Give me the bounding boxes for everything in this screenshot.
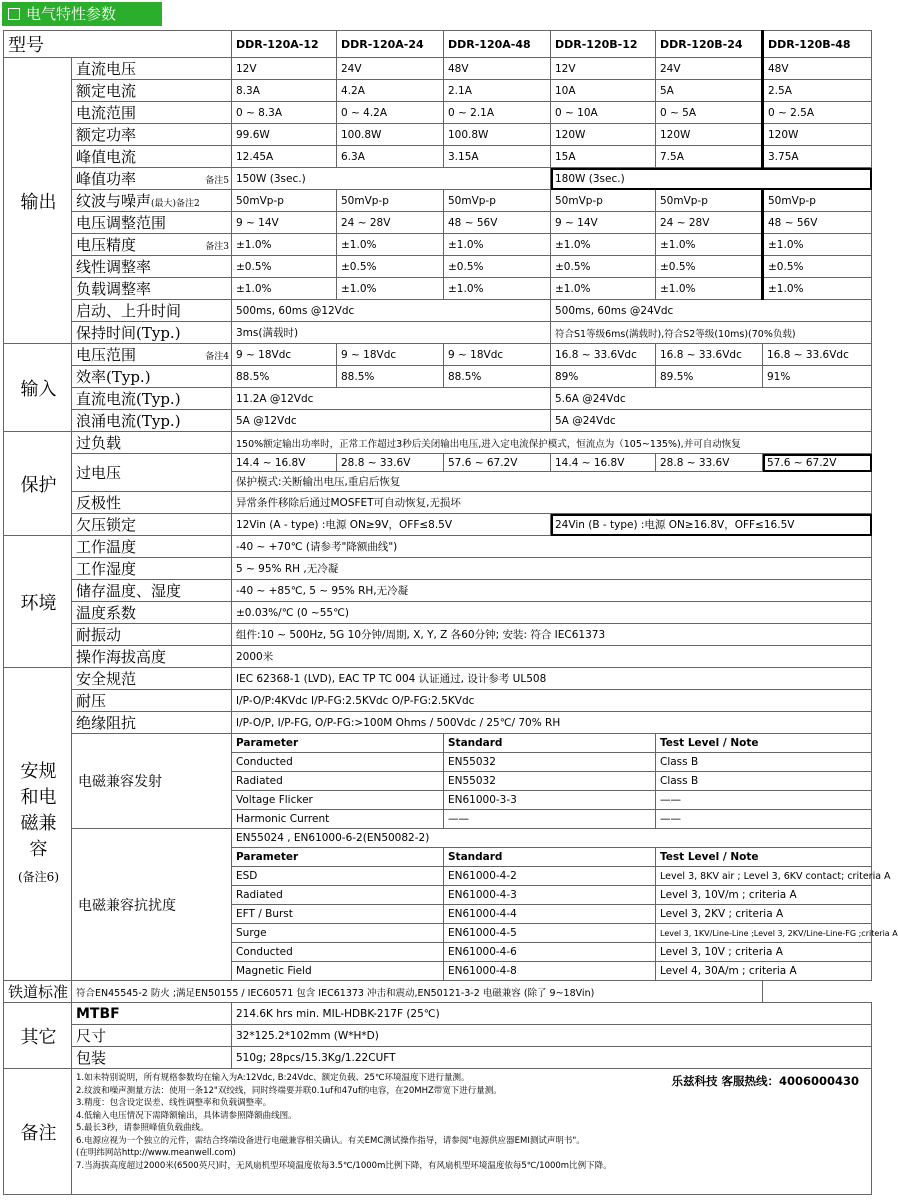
table-cell: EN55032 <box>444 753 656 772</box>
row-setup <box>4 300 872 322</box>
value-cell: 88.5% <box>232 366 337 388</box>
value-cell: 120W <box>763 124 872 146</box>
param-label: 包装 <box>72 1047 232 1069</box>
value-cell: ±0.5% <box>232 256 337 278</box>
value-cell: 24 ~ 28V <box>656 212 763 234</box>
value-cell: 88.5% <box>444 366 551 388</box>
value-cell: 100.8W <box>444 124 551 146</box>
row-dimension <box>4 1025 872 1047</box>
table-cell: Radiated <box>232 772 444 791</box>
param-label: 电压调整范围 <box>72 212 232 234</box>
note-ref: 备注3 <box>205 242 229 252</box>
row-current-range <box>4 102 872 124</box>
param-label: 直流电压 <box>72 58 232 80</box>
table-cell: EN55032 <box>444 772 656 791</box>
value-cell: ±1.0% <box>337 234 444 256</box>
param-label: 欠压锁定 <box>72 514 232 536</box>
value-cell: ±1.0% <box>763 234 872 256</box>
row-notes <box>4 1069 872 1195</box>
param-label <box>72 168 232 190</box>
row-tolerance <box>4 234 872 256</box>
value-cell: 16.8 ~ 33.6Vdc <box>763 344 872 366</box>
row-withstand <box>4 690 872 712</box>
row-env <box>4 536 872 558</box>
param-label-small: (最大) <box>151 199 177 209</box>
row-efficiency <box>4 366 872 388</box>
value-cell: 48 ~ 56V <box>763 212 872 234</box>
value-cell: 9 ~ 14V <box>232 212 337 234</box>
param-label: 电流范围 <box>72 102 232 124</box>
row-adj-range <box>4 212 872 234</box>
row-line-reg <box>4 256 872 278</box>
value-cell: 2.5A <box>763 80 872 102</box>
value-cell: ±1.0% <box>444 278 551 300</box>
value-cell: 48V <box>763 58 872 80</box>
value-cell: 100.8W <box>337 124 444 146</box>
param-label: 过电压 <box>72 454 232 492</box>
category-note: (备注6) <box>18 869 59 884</box>
param-label: 浪涌电流(Typ.) <box>72 410 232 432</box>
value-cell: ±1.0% <box>763 278 872 300</box>
value-cell: 5A @12Vdc <box>232 410 551 432</box>
row-peak-current <box>4 146 872 168</box>
value-cell: 0 ~ 8.3A <box>232 102 337 124</box>
row-isolation <box>4 712 872 734</box>
value-cell: ±1.0% <box>337 278 444 300</box>
table-cell: ESD <box>232 867 444 886</box>
value-cell: ±1.0% <box>232 278 337 300</box>
param-label: 峰值电流 <box>72 146 232 168</box>
param-label: 操作海拔高度 <box>72 646 232 668</box>
param-label: 温度系数 <box>72 602 232 624</box>
table-cell: Harmonic Current <box>232 810 444 829</box>
param-label-text: 峰值功率 <box>76 170 137 188</box>
param-label: 耐振动 <box>72 624 232 646</box>
row-railway <box>4 981 872 1003</box>
model-name: DDR-120A-12 <box>232 31 337 58</box>
value-cell: 10A <box>551 80 656 102</box>
value-cell: 91% <box>763 366 872 388</box>
value-cell: 9 ~ 18Vdc <box>232 344 337 366</box>
row-peak-power <box>4 168 872 190</box>
value-cell: -40 ~ +70℃ (请参考"降额曲线") <box>232 536 872 558</box>
model-row <box>4 31 872 58</box>
note-line: 7.当海拔高度超过2000米(6500英尺)时，无风扇机型环境温度依每3.5℃/1000m比例下降，有风扇机型环境温度依每5℃/1000m比例下降。 <box>76 1160 612 1171</box>
param-label: 尺寸 <box>72 1025 232 1047</box>
category-line: 和电 <box>20 786 57 808</box>
row-inrush <box>4 410 872 432</box>
value-cell: 32*125.2*102mm (W*H*D) <box>232 1025 872 1047</box>
notes-cell <box>72 1069 872 1195</box>
table-cell: Surge <box>232 924 444 943</box>
row-uvlo <box>4 514 872 536</box>
spec-table <box>3 30 898 1195</box>
table-header: Parameter <box>232 734 444 753</box>
model-name: DDR-120A-24 <box>337 31 444 58</box>
row-mtbf <box>4 1003 872 1025</box>
value-cell: 28.8 ~ 33.6V <box>337 454 444 472</box>
value-cell: 50mVp-p <box>444 190 551 212</box>
param-label: 铁道标准 <box>4 981 72 1003</box>
model-name: DDR-120B-12 <box>551 31 656 58</box>
table-cell: Level 3, 2KV ; criteria A <box>656 905 872 924</box>
value-cell: 24 ~ 28V <box>337 212 444 234</box>
value-cell: 异常条件移除后通过MOSFET可自动恢复,无损坏 <box>232 492 872 514</box>
category-notes: 备注 <box>4 1069 72 1195</box>
value-cell: 28.8 ~ 33.6V <box>656 454 763 472</box>
value-cell: 3ms(满载时) <box>232 322 551 344</box>
category-others: 其它 <box>4 1003 72 1069</box>
row-safety-standards <box>4 668 872 690</box>
row-ripple <box>4 190 872 212</box>
value-cell: 8.3A <box>232 80 337 102</box>
value-cell: ±0.5% <box>763 256 872 278</box>
table-cell: EN55024 , EN61000-6-2(EN50082-2) <box>232 829 872 848</box>
value-cell: 3.75A <box>763 146 872 168</box>
value-cell: 500ms, 60ms @24Vdc <box>551 300 872 322</box>
value-cell: ±1.0% <box>444 234 551 256</box>
param-label: 线性调整率 <box>72 256 232 278</box>
value-cell: 14.4 ~ 16.8V <box>551 454 656 472</box>
param-label: 过负载 <box>72 432 232 454</box>
value-cell: 12.45A <box>232 146 337 168</box>
value-cell: 4.2A <box>337 80 444 102</box>
value-cell: IEC 62368-1 (LVD), EAC TP TC 004 认证通过, 设计参考 UL508 <box>232 668 872 690</box>
value-cell: I/P-O/P:4KVdc I/P-FG:2.5KVdc O/P-FG:2.5KVdc <box>232 690 872 712</box>
table-header: Standard <box>444 848 656 867</box>
value-cell: 12Vin (A - type) :电源 ON≥9V，OFF≤8.5V <box>232 514 551 536</box>
value-cell: ±1.0% <box>551 278 656 300</box>
value-cell: 5A @24Vdc <box>551 410 872 432</box>
value-cell: 48 ~ 56V <box>444 212 551 234</box>
table-header: Parameter <box>232 848 444 867</box>
table-cell: Radiated <box>232 886 444 905</box>
model-name: DDR-120B-24 <box>656 31 763 58</box>
row-rated-current <box>4 80 872 102</box>
value-cell: 6.3A <box>337 146 444 168</box>
param-label: 工作湿度 <box>72 558 232 580</box>
table-cell: EN61000-4-6 <box>444 943 656 962</box>
checkbox-square-icon <box>8 8 20 20</box>
param-label: 直流电流(Typ.) <box>72 388 232 410</box>
value-cell: 0 ~ 2.5A <box>763 102 872 124</box>
table-cell: Magnetic Field <box>232 962 444 981</box>
value-cell: 0 ~ 2.1A <box>444 102 551 124</box>
category-protection: 保护 <box>4 432 72 536</box>
row-dc-voltage <box>4 58 872 80</box>
note-line: 3.精度：包含设定误差、线性调整率和负载调整率。 <box>76 1098 272 1108</box>
row-hold <box>4 322 872 344</box>
table-cell: Level 4, 30A/m ; criteria A <box>656 962 872 981</box>
immunity-intro <box>4 829 872 848</box>
value-cell: 99.6W <box>232 124 337 146</box>
param-label: 保持时间(Typ.) <box>72 322 232 344</box>
param-label: 储存温度、湿度 <box>72 580 232 602</box>
table-cell: EN61000-4-4 <box>444 905 656 924</box>
category-output: 输出 <box>4 58 72 344</box>
note-ref: 备注4 <box>205 352 229 362</box>
table-header: Standard <box>444 734 656 753</box>
value-cell: 5A <box>656 80 763 102</box>
table-cell: Voltage Flicker <box>232 791 444 810</box>
value-cell: 12V <box>551 58 656 80</box>
table-cell: —— <box>656 810 872 829</box>
model-label: 型号 <box>4 31 232 58</box>
table-cell: —— <box>444 810 656 829</box>
table-cell: EFT / Burst <box>232 905 444 924</box>
param-label <box>72 234 232 256</box>
param-label: 安全规范 <box>72 668 232 690</box>
table-cell: Level 3, 10V/m ; criteria A <box>656 886 872 905</box>
row-rated-power <box>4 124 872 146</box>
table-cell: Conducted <box>232 753 444 772</box>
row-env <box>4 624 872 646</box>
row-env <box>4 558 872 580</box>
section-header <box>2 2 162 26</box>
table-cell: —— <box>656 791 872 810</box>
category-environment: 环境 <box>4 536 72 668</box>
param-label <box>72 190 232 212</box>
note-ref: 备注5 <box>205 176 229 186</box>
table-cell: Class B <box>656 772 872 791</box>
value-cell: 9 ~ 18Vdc <box>337 344 444 366</box>
param-label-text: 纹波与噪声 <box>76 192 152 210</box>
table-cell: EN61000-4-2 <box>444 867 656 886</box>
param-label: MTBF <box>72 1003 232 1025</box>
row-input-voltage <box>4 344 872 366</box>
table-cell: Level 3, 8KV air ; Level 3, 6KV contact; criteria A <box>656 867 872 886</box>
value-cell: 5.6A @24Vdc <box>551 388 872 410</box>
param-label: 效率(Typ.) <box>72 366 232 388</box>
value-cell: 7.5A <box>656 146 763 168</box>
table-header: Test Level / Note <box>656 848 872 867</box>
value-cell: 50mVp-p <box>763 190 872 212</box>
value-cell: 50mVp-p <box>551 190 656 212</box>
value-cell: 50mVp-p <box>232 190 337 212</box>
value-cell: 2.1A <box>444 80 551 102</box>
row-reverse <box>4 492 872 514</box>
value-cell: I/P-O/P, I/P-FG, O/P-FG:>100M Ohms / 500Vdc / 25℃/ 70% RH <box>232 712 872 734</box>
value-cell: 14.4 ~ 16.8V <box>232 454 337 472</box>
note-line: 5.最长3秒，请参照峰值负载曲线。 <box>76 1123 209 1133</box>
value-cell: 24V <box>337 58 444 80</box>
param-label-text: 电压范围 <box>76 346 137 364</box>
note-line: 6.电源应视为一个独立的元件，需结合终端设备进行电磁兼容相关确认。有关EMC测试操作指导，请参阅"电源供应器EMI测试声明书"。 <box>76 1135 585 1146</box>
table-cell: Level 3, 10V ; criteria A <box>656 943 872 962</box>
table-cell: EN61000-4-3 <box>444 886 656 905</box>
table-cell: EN61000-3-3 <box>444 791 656 810</box>
value-cell: 12V <box>232 58 337 80</box>
note-line: 1.如未特别说明，所有规格参数均在输入为A:12Vdc, B:24Vdc、额定负载、25℃环境温度下进行量测。 <box>76 1073 470 1083</box>
value-cell: 15A <box>551 146 656 168</box>
value-cell: 0 ~ 5A <box>656 102 763 124</box>
value-cell: 0 ~ 4.2A <box>337 102 444 124</box>
param-label: 耐压 <box>72 690 232 712</box>
note-line: 4.低输入电压情况下需降额输出，具体请参照降额曲线图。 <box>76 1110 297 1121</box>
value-cell: ±1.0% <box>232 234 337 256</box>
row-dc-current <box>4 388 872 410</box>
param-label: 启动、上升时间 <box>72 300 232 322</box>
param-label: 绝缘阻抗 <box>72 712 232 734</box>
value-cell: 组件:10 ~ 500Hz, 5G 10分钟/周期, X, Y, Z 各60分钟; 安装: 符合 IEC61373 <box>232 624 872 646</box>
value-cell: ±0.5% <box>337 256 444 278</box>
value-cell: ±1.0% <box>656 234 763 256</box>
value-cell: ±1.0% <box>551 234 656 256</box>
row-packing <box>4 1047 872 1069</box>
hotline-text: 乐兹科技 客服热线：4006000430 <box>671 1074 859 1088</box>
value-cell: 16.8 ~ 33.6Vdc <box>656 344 763 366</box>
value-cell: 57.6 ~ 67.2V <box>763 454 872 472</box>
category-input: 输入 <box>4 344 72 432</box>
value-cell: 510g; 28pcs/15.3Kg/1.22CUFT <box>232 1047 872 1069</box>
value-cell: 24Vin (B - type) :电源 ON≥16.8V，OFF≤16.5V <box>551 514 872 536</box>
value-cell: 150W (3sec.) <box>232 168 551 190</box>
row-env <box>4 580 872 602</box>
table-cell: EN61000-4-5 <box>444 924 656 943</box>
value-cell: 11.2A @12Vdc <box>232 388 551 410</box>
value-cell: 24V <box>656 58 763 80</box>
row-load-reg <box>4 278 872 300</box>
model-name: DDR-120A-48 <box>444 31 551 58</box>
category-safety-emc <box>4 668 72 981</box>
table-cell: Conducted <box>232 943 444 962</box>
note-line: (在明纬网站http://www.meanwell.com) <box>76 1148 236 1158</box>
param-label-text: 电压精度 <box>76 236 137 254</box>
category-line: 容 <box>29 838 48 860</box>
value-cell: 500ms, 60ms @12Vdc <box>232 300 551 322</box>
value-cell: 符合S1等级6ms(满载时),符合S2等级(10ms)(70%负载) <box>551 322 872 344</box>
table-header: Test Level / Note <box>656 734 872 753</box>
value-cell: 57.6 ~ 67.2V <box>444 454 551 472</box>
value-cell: 89.5% <box>656 366 763 388</box>
row-overvoltage <box>4 454 872 472</box>
value-cell: ±1.0% <box>656 278 763 300</box>
value-cell: 5 ~ 95% RH ,无冷凝 <box>232 558 872 580</box>
value-cell: 9 ~ 18Vdc <box>444 344 551 366</box>
value-cell: 120W <box>551 124 656 146</box>
value-cell: ±0.5% <box>656 256 763 278</box>
param-label: 工作温度 <box>72 536 232 558</box>
value-cell: 保护模式:关断输出电压,重启后恢复 <box>232 472 872 492</box>
value-cell: ±0.03%/℃ (0 ~55℃) <box>232 602 872 624</box>
value-cell: 88.5% <box>337 366 444 388</box>
emission-header <box>4 734 872 753</box>
row-overload <box>4 432 872 454</box>
value-cell: 180W (3sec.) <box>551 168 872 190</box>
row-env <box>4 602 872 624</box>
value-cell: 16.8 ~ 33.6Vdc <box>551 344 656 366</box>
param-label: 反极性 <box>72 492 232 514</box>
section-title: 电气特性参数 <box>26 5 117 23</box>
table-cell: Level 3, 1KV/Line-Line ;Level 3, 2KV/Line-Line-FG ;criteria A <box>656 924 872 943</box>
value-cell: -40 ~ +85℃, 5 ~ 95% RH,无冷凝 <box>232 580 872 602</box>
value-cell: 50mVp-p <box>656 190 763 212</box>
value-cell: 89% <box>551 366 656 388</box>
table-cell: Class B <box>656 753 872 772</box>
value-cell: ±0.5% <box>444 256 551 278</box>
value-cell: 0 ~ 10A <box>551 102 656 124</box>
param-label <box>72 344 232 366</box>
note-line: 2.纹波和噪声测量方法：使用一条12"双绞线，同时终端要并联0.1uf和47uf的电容，在20MHZ带宽下进行量测。 <box>76 1085 502 1096</box>
table-cell: EN61000-4-8 <box>444 962 656 981</box>
param-label: 电磁兼容发射 <box>72 734 232 829</box>
value-cell: 9 ~ 14V <box>551 212 656 234</box>
param-label: 电磁兼容抗扰度 <box>72 829 232 981</box>
value-cell: 3.15A <box>444 146 551 168</box>
value-cell: 48V <box>444 58 551 80</box>
value-cell: 2000米 <box>232 646 872 668</box>
param-label: 负载调整率 <box>72 278 232 300</box>
param-label: 额定功率 <box>72 124 232 146</box>
value-cell: 214.6K hrs min. MIL-HDBK-217F (25℃) <box>232 1003 872 1025</box>
value-cell: 120W <box>656 124 763 146</box>
value-cell: 符合EN45545-2 防火 ;满足EN50155 / IEC60571 包含 IEC61373 冲击和震动,EN50121-3-2 电磁兼容 (除了 9~18Vin) <box>72 981 763 1003</box>
category-line: 磁兼 <box>20 812 57 834</box>
category-line: 安规 <box>20 760 57 782</box>
model-name: DDR-120B-48 <box>763 31 872 58</box>
value-cell: 50mVp-p <box>337 190 444 212</box>
value-cell: ±0.5% <box>551 256 656 278</box>
value-cell: 150%额定输出功率时，正常工作超过3秒后关闭输出电压,进入定电流保护模式，恒流点为（105~135%),并可自动恢复 <box>232 432 872 454</box>
param-label: 额定电流 <box>72 80 232 102</box>
row-env <box>4 646 872 668</box>
note-ref: 备注2 <box>176 199 200 209</box>
